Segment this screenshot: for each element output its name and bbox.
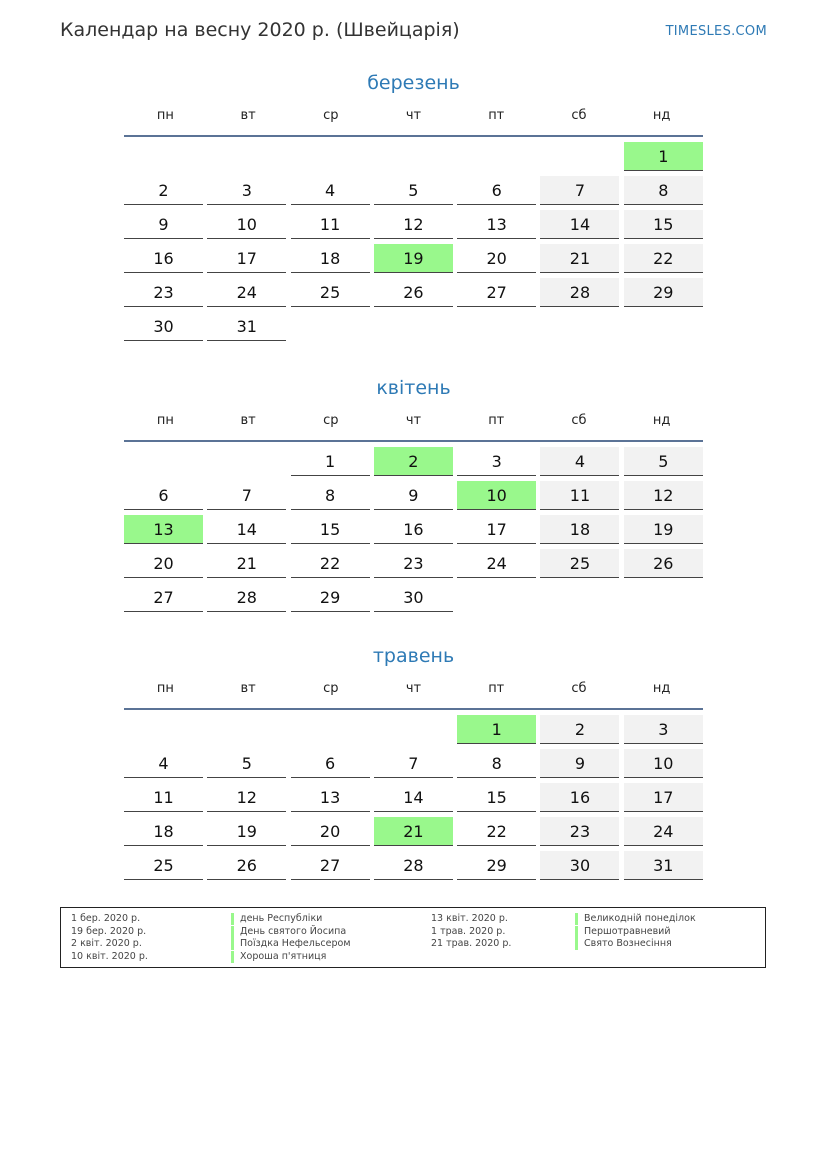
- day-cell: 5: [624, 447, 703, 476]
- day-cell: 18: [291, 244, 370, 273]
- day-grid: [124, 447, 703, 612]
- day-cell: 26: [374, 278, 453, 307]
- weekday-label: нд: [652, 108, 671, 123]
- day-cell: 2: [540, 715, 619, 744]
- month-name: березень: [367, 72, 460, 94]
- day-cell: 10: [624, 749, 703, 778]
- empty-cell: [207, 447, 286, 476]
- holiday-day-cell: 10: [457, 481, 536, 510]
- weekday-label: ср: [323, 108, 339, 123]
- day-cell: 6: [124, 481, 203, 510]
- day-cell: 13: [291, 783, 370, 812]
- weekday-label: чт: [405, 413, 422, 428]
- day-cell: 3: [457, 447, 536, 476]
- holiday-day-cell: 1: [457, 715, 536, 744]
- day-cell: 20: [457, 244, 536, 273]
- empty-cell: [207, 142, 286, 171]
- legend-holiday-name: Свято Вознесіння: [575, 938, 672, 950]
- divider: [124, 708, 703, 710]
- weekday-label: чт: [405, 108, 422, 123]
- day-cell: 6: [291, 749, 370, 778]
- day-cell: 25: [291, 278, 370, 307]
- legend-date: 10 квіт. 2020 р.: [71, 951, 148, 963]
- day-cell: 21: [540, 244, 619, 273]
- empty-cell: [124, 142, 203, 171]
- day-cell: 6: [457, 176, 536, 205]
- day-cell: 11: [291, 210, 370, 239]
- day-cell: 24: [624, 817, 703, 846]
- day-cell: 9: [124, 210, 203, 239]
- holiday-day-cell: 1: [624, 142, 703, 171]
- day-cell: 11: [124, 783, 203, 812]
- empty-cell: [124, 447, 203, 476]
- weekday-header: [124, 413, 703, 435]
- day-cell: 15: [291, 515, 370, 544]
- day-cell: 7: [207, 481, 286, 510]
- day-cell: 10: [207, 210, 286, 239]
- day-cell: 27: [457, 278, 536, 307]
- divider: [124, 440, 703, 442]
- day-cell: 30: [540, 851, 619, 880]
- holiday-day-cell: 19: [374, 244, 453, 273]
- weekday-label: ср: [323, 681, 339, 696]
- day-cell: 23: [124, 278, 203, 307]
- site-link[interactable]: TIMESLES.COM: [665, 24, 767, 39]
- month-name: квітень: [376, 377, 451, 399]
- day-cell: 7: [374, 749, 453, 778]
- weekday-label: вт: [240, 108, 256, 123]
- day-cell: 21: [207, 549, 286, 578]
- day-cell: 27: [291, 851, 370, 880]
- weekday-label: сб: [571, 413, 587, 428]
- day-cell: 3: [207, 176, 286, 205]
- weekday-label: нд: [652, 681, 671, 696]
- day-cell: 30: [374, 583, 453, 612]
- weekday-label: пт: [488, 413, 505, 428]
- day-cell: 22: [624, 244, 703, 273]
- day-cell: 14: [540, 210, 619, 239]
- empty-cell: [374, 715, 453, 744]
- day-cell: 1: [291, 447, 370, 476]
- day-grid: [124, 142, 703, 341]
- day-cell: 31: [207, 312, 286, 341]
- day-cell: 26: [207, 851, 286, 880]
- empty-cell: [374, 142, 453, 171]
- day-cell: 18: [124, 817, 203, 846]
- legend-date: 1 бер. 2020 р.: [71, 913, 141, 924]
- legend-holiday-name: день Республіки: [231, 913, 322, 925]
- day-cell: 25: [540, 549, 619, 578]
- day-cell: 26: [624, 549, 703, 578]
- day-cell: 28: [207, 583, 286, 612]
- month-calendar: [124, 641, 703, 880]
- day-cell: 29: [624, 278, 703, 307]
- weekday-label: пт: [488, 681, 505, 696]
- day-cell: 16: [124, 244, 203, 273]
- day-cell: 4: [124, 749, 203, 778]
- legend-date: 21 трав. 2020 р.: [431, 938, 512, 950]
- day-cell: 5: [207, 749, 286, 778]
- legend-date: 1 трав. 2020 р.: [431, 925, 506, 937]
- day-cell: 16: [540, 783, 619, 812]
- legend-holiday-name: День святого Йосипа: [231, 926, 346, 938]
- day-cell: 4: [540, 447, 619, 476]
- day-cell: 24: [457, 549, 536, 578]
- day-cell: 15: [624, 210, 703, 239]
- day-cell: 17: [624, 783, 703, 812]
- day-cell: 29: [457, 851, 536, 880]
- day-cell: 9: [374, 481, 453, 510]
- day-cell: 20: [124, 549, 203, 578]
- weekday-label: чт: [405, 681, 422, 696]
- weekday-label: пн: [156, 108, 174, 123]
- day-cell: 11: [540, 481, 619, 510]
- day-cell: 8: [624, 176, 703, 205]
- holiday-legend: [60, 907, 766, 968]
- weekday-label: пн: [156, 413, 174, 428]
- weekday-label: ср: [323, 413, 339, 428]
- empty-cell: [540, 142, 619, 171]
- day-cell: 9: [540, 749, 619, 778]
- empty-cell: [291, 142, 370, 171]
- legend-date: 2 квіт. 2020 р.: [71, 938, 142, 950]
- day-cell: 29: [291, 583, 370, 612]
- day-cell: 15: [457, 783, 536, 812]
- day-cell: 22: [291, 549, 370, 578]
- day-cell: 22: [457, 817, 536, 846]
- weekday-header: [124, 108, 703, 130]
- empty-cell: [124, 715, 203, 744]
- day-cell: 8: [457, 749, 536, 778]
- day-cell: 19: [624, 515, 703, 544]
- day-cell: 27: [124, 583, 203, 612]
- day-cell: 24: [207, 278, 286, 307]
- weekday-label: сб: [571, 681, 587, 696]
- day-cell: 16: [374, 515, 453, 544]
- divider: [124, 135, 703, 137]
- month-calendar: [124, 68, 703, 341]
- month-calendar: [124, 373, 703, 612]
- legend-date: 13 квіт. 2020 р.: [431, 913, 508, 924]
- day-cell: 31: [624, 851, 703, 880]
- month-name: травень: [372, 645, 455, 667]
- day-cell: 17: [207, 244, 286, 273]
- day-cell: 20: [291, 817, 370, 846]
- day-cell: 19: [207, 817, 286, 846]
- holiday-day-cell: 21: [374, 817, 453, 846]
- legend-holiday-name: Поїздка Нефельсером: [231, 938, 351, 950]
- day-cell: 13: [457, 210, 536, 239]
- weekday-label: пн: [156, 681, 174, 696]
- day-cell: 12: [207, 783, 286, 812]
- day-cell: 2: [124, 176, 203, 205]
- day-cell: 4: [291, 176, 370, 205]
- holiday-day-cell: 13: [124, 515, 203, 544]
- legend-holiday-name: Великодній понеділок: [575, 913, 696, 925]
- page-title: Календар на весну 2020 р. (Швейцарія): [60, 19, 460, 41]
- day-cell: 7: [540, 176, 619, 205]
- day-cell: 3: [624, 715, 703, 744]
- weekday-label: вт: [240, 413, 256, 428]
- weekday-label: нд: [652, 413, 671, 428]
- day-cell: 28: [374, 851, 453, 880]
- holiday-day-cell: 2: [374, 447, 453, 476]
- day-cell: 5: [374, 176, 453, 205]
- day-cell: 28: [540, 278, 619, 307]
- legend-holiday-name: Хороша п'ятниця: [231, 951, 326, 963]
- day-cell: 17: [457, 515, 536, 544]
- day-cell: 23: [540, 817, 619, 846]
- legend-date: 19 бер. 2020 р.: [71, 925, 147, 937]
- day-cell: 18: [540, 515, 619, 544]
- weekday-label: сб: [571, 108, 587, 123]
- day-cell: 12: [624, 481, 703, 510]
- empty-cell: [457, 142, 536, 171]
- day-cell: 14: [207, 515, 286, 544]
- legend-holiday-name: Першотравневий: [575, 926, 671, 938]
- empty-cell: [207, 715, 286, 744]
- day-cell: 12: [374, 210, 453, 239]
- day-cell: 8: [291, 481, 370, 510]
- weekday-label: вт: [240, 681, 256, 696]
- day-grid: [124, 715, 703, 880]
- day-cell: 23: [374, 549, 453, 578]
- day-cell: 25: [124, 851, 203, 880]
- day-cell: 30: [124, 312, 203, 341]
- empty-cell: [291, 715, 370, 744]
- weekday-header: [124, 681, 703, 703]
- weekday-label: пт: [488, 108, 505, 123]
- day-cell: 14: [374, 783, 453, 812]
